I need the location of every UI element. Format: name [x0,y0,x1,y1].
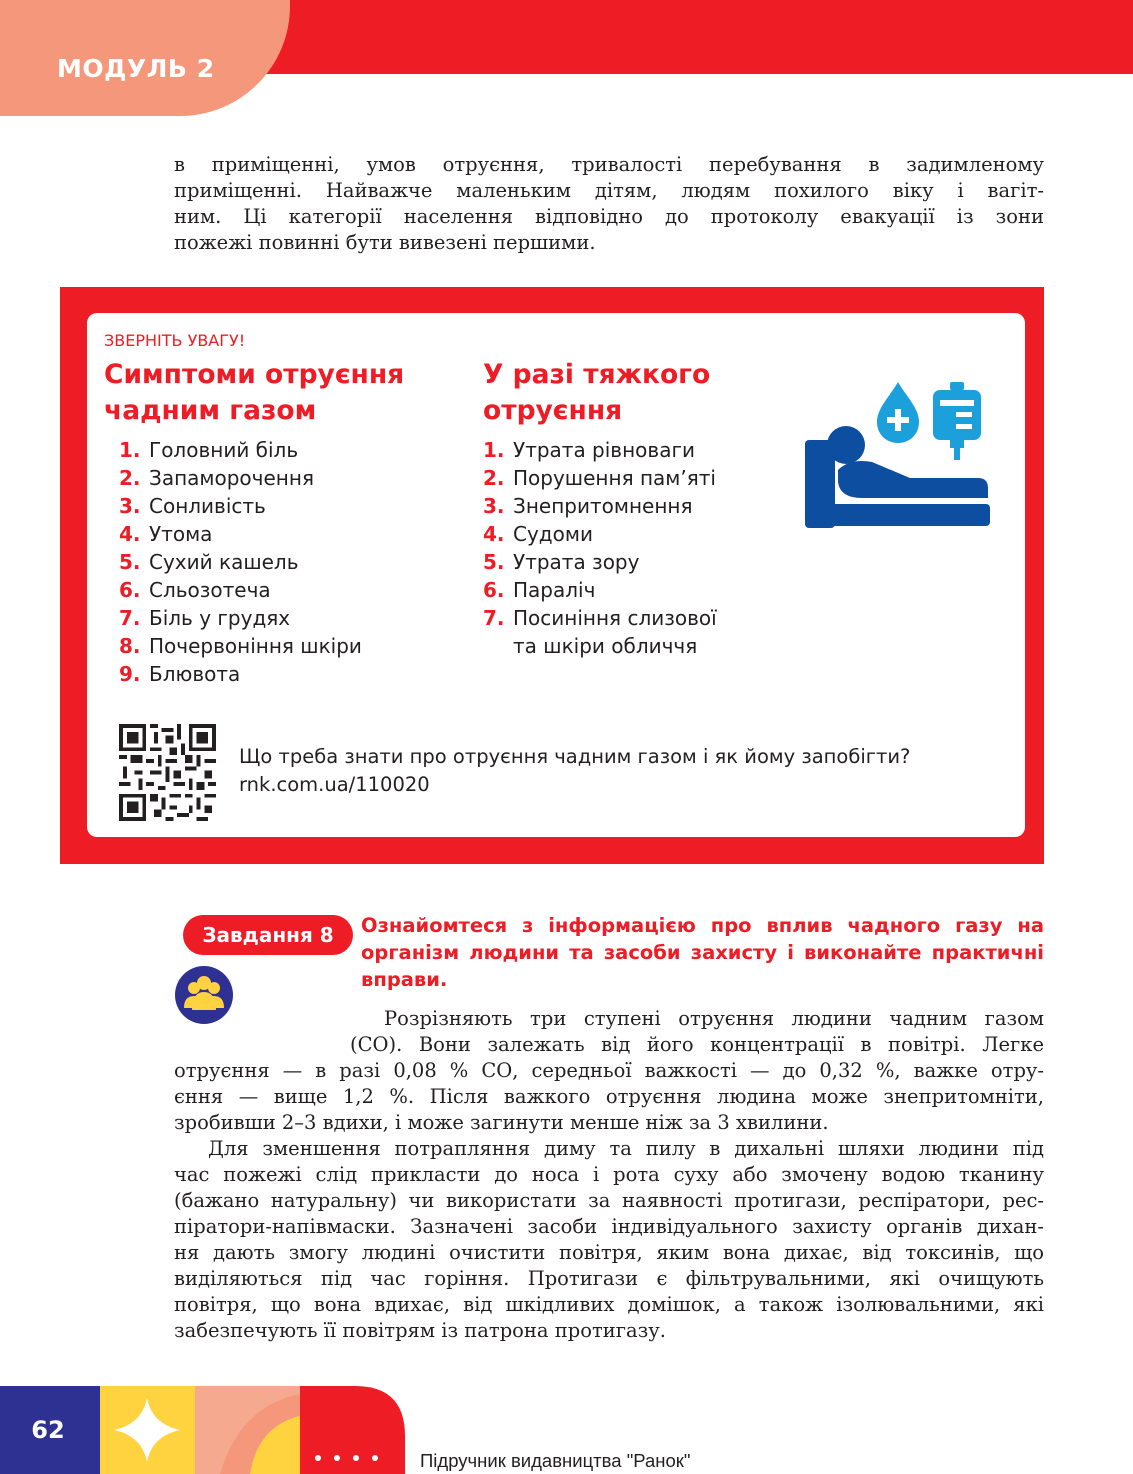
text-line: (СО). Вони залежать від його концентрації в повітрі. Легке [350,1033,1044,1056]
text-line: повітря, що вона вдихає, від шкідливих домішок, а також ізолювальними, які [174,1293,1044,1316]
text-line: в приміщенні, умов отруєння, тривалості перебування в задимленому [174,153,1044,176]
qr-caption [239,743,999,799]
text-line: приміщенні. Найважче маленьким дітям, людям похилого віку і вагіт- [174,179,1044,202]
task-title [361,912,1044,993]
intro-paragraph [174,152,1044,256]
list-number: 5. [119,550,141,574]
list-item [119,464,362,492]
list-text: Сухий кашель [149,550,299,574]
body-paragraph [174,1006,1044,1136]
heading-line: У разі тяжкого [483,359,711,390]
list-text: Утрата зору [513,550,640,574]
list-number: 2. [483,466,505,490]
list-text: Параліч [513,578,596,602]
list-item [483,436,717,464]
list-item [119,548,362,576]
list-text: Запаморочення [149,466,314,490]
task-badge: Завдання 8 [183,915,353,955]
text-line: Для зменшення потрапляння диму та пилу в дихальні шляхи людини під [208,1137,1044,1160]
text-line: забезпечують її повітрям із патрона протигазу. [174,1319,666,1342]
list-item [119,604,362,632]
list-number: 6. [119,578,141,602]
list-text: Біль у грудях [149,606,291,630]
list-item [483,520,717,548]
list-text-continuation: та шкіри обличчя [513,634,698,658]
list-text: Утрата рівноваги [513,438,695,462]
list-item [483,548,717,576]
text-line: (бажано натуральну) чи використати за наявності протигази, респіратори, рес- [174,1189,1044,1212]
list-item [119,660,362,688]
list-item [119,436,362,464]
symptoms-list [119,436,362,688]
qr-code-icon[interactable] [119,724,216,821]
patient-head [827,426,865,464]
text-line: отруєння — в разі 0,08 % СО, середньої важкості — до 0,32 %, важке отру- [174,1059,1044,1082]
list-text: Блювота [149,662,241,686]
text-line: ним. Ці категорії населення відповідно до протоколу евакуації із зони [174,205,1044,228]
list-number: 3. [119,494,141,518]
list-number: 1. [483,438,505,462]
list-number: 1. [119,438,141,462]
list-item [119,520,362,548]
severe-list [483,436,717,660]
list-item [119,492,362,520]
list-item [483,604,717,660]
page-number: 62 [0,1386,100,1474]
text-line: час пожежі слід прикласти до носа і рота суху або змочену водою тканину [174,1163,1044,1186]
list-text: Головний біль [149,438,299,462]
list-item [483,464,717,492]
list-number: 8. [119,634,141,658]
list-number: 5. [483,550,505,574]
severe-heading [483,357,710,429]
qr-link[interactable]: rnk.com.ua/110020 [239,773,430,796]
text-line: Розрізняють три ступені отруєння людини чадним газом [384,1007,1044,1030]
symptoms-heading [104,357,404,429]
list-item [119,632,362,660]
list-text: Сонливість [149,494,266,518]
list-text: Сльозотеча [149,578,271,602]
list-item [119,576,362,604]
attention-tag: ЗВЕРНІТЬ УВАГУ! [104,331,246,350]
text-line: виділяються під час горіння. Протигази є фільтрувальними, які очищують [174,1267,1044,1290]
blood-drop-icon [877,382,919,443]
iv-drip-icon [933,382,981,460]
list-number: 7. [119,606,141,630]
list-number: 4. [483,522,505,546]
heading-line: чадним газом [104,395,317,426]
footer-decoration [100,1386,405,1474]
task-title-line: організм людини та засоби захисту і виконайте практичні [361,941,1044,964]
text-line: єння — вище 1,2 %. Після важкого отруєння людина може знепритомніти, [174,1085,1044,1108]
patient-body [838,461,988,498]
list-number: 3. [483,494,505,518]
list-number: 2. [119,466,141,490]
list-number: 9. [119,662,141,686]
text-line: піратори-напівмаски. Зазначені засоби індивідуального захисту органів дихан- [174,1215,1044,1238]
list-item [483,492,717,520]
bed-frame [830,504,990,526]
list-text: Почервоніння шкіри [149,634,362,658]
list-item [483,576,717,604]
list-text: Знепритомнення [513,494,693,518]
list-number: 4. [119,522,141,546]
heading-line: Симптоми отруєння [104,359,405,390]
list-number: 7. [483,606,505,630]
task-title-line: Ознайомтеся з інформацією про вплив чадного газу на [361,914,1044,937]
text-line: зробивши 2–3 вдихи, і може загинути менше ніж за 3 хвилини. [174,1111,829,1134]
list-text: Судоми [513,522,593,546]
heading-line: отруєння [483,395,623,426]
publisher-label: Підручник видавництва "Ранок" [420,1450,691,1471]
list-text: Посиніння слизової [513,606,717,630]
text-line: ня дають змогу людині очистити повітря, яким вона дихає, від токсинів, що [174,1241,1044,1264]
list-text: Порушення пам’яті [513,466,716,490]
qr-question: Що треба знати про отруєння чадним газом і як йому запобігти? [239,745,911,768]
module-label: МОДУЛЬ 2 [57,54,215,83]
text-line: пожежі повинні бути вивезені першими. [174,231,596,254]
task-title-line: вправи. [361,968,448,991]
body-paragraph [174,1136,1044,1344]
list-text: Утома [149,522,213,546]
patient-in-bed-icon [800,382,992,532]
list-number: 6. [483,578,505,602]
